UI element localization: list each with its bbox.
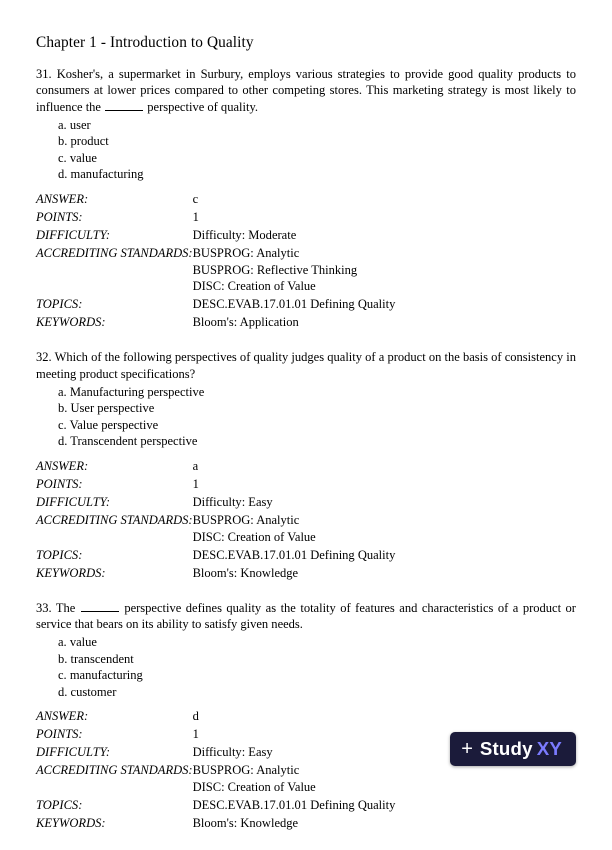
question-stem-text-continued: perspective defines quality as the totality of features and characteristics of a product or service that bears on its ability to satisfy given needs. <box>36 600 576 631</box>
metadata-label: ANSWER: <box>36 191 89 206</box>
metadata-row <box>36 458 576 476</box>
metadata-value-line: BUSPROG: Analytic <box>192 246 300 261</box>
answer-choice: a. value <box>58 635 97 650</box>
page-title: Chapter 1 - Introduction to Quality <box>36 34 254 51</box>
metadata-value <box>193 245 576 296</box>
metadata-value-line: Difficulty: Easy <box>192 494 273 509</box>
metadata-value-line: DISC: Creation of Value <box>192 779 316 794</box>
metadata-row <box>36 191 576 209</box>
metadata-value-line: DESC.EVAB.17.01.01 Defining Quality <box>192 797 396 812</box>
metadata-value <box>193 458 576 476</box>
metadata-value <box>193 708 576 726</box>
answer-choice: b. product <box>58 134 109 149</box>
metadata-value-line: DISC: Creation of Value <box>192 279 316 294</box>
metadata-label: DIFFICULTY: <box>36 228 111 243</box>
metadata-value-line: DESC.EVAB.17.01.01 Defining Quality <box>192 297 396 312</box>
metadata-value <box>193 296 576 314</box>
answer-choices <box>36 117 576 183</box>
metadata-label: KEYWORDS: <box>36 315 106 330</box>
question-stem-text: 33. The <box>36 600 76 615</box>
metadata-row <box>36 314 576 332</box>
metadata-row <box>36 547 576 565</box>
document-content <box>36 34 576 850</box>
metadata-label: TOPICS: <box>36 797 83 812</box>
metadata-value <box>193 565 576 583</box>
metadata-value-line: Bloom's: Knowledge <box>192 816 299 830</box>
metadata-label: ANSWER: <box>36 458 89 473</box>
answer-choice: d. manufacturing <box>58 167 144 182</box>
question-block <box>36 349 576 582</box>
metadata-label: TOPICS: <box>36 297 83 312</box>
question-stem <box>36 349 576 382</box>
watermark-xy-label: XY <box>536 737 562 759</box>
metadata-label: POINTS: <box>36 210 83 224</box>
metadata-value <box>193 547 576 565</box>
metadata-label: ACCREDITING STANDARDS: <box>36 513 193 527</box>
metadata-row <box>36 797 576 815</box>
answer-choice: c. Value perspective <box>58 417 159 432</box>
metadata-value-line: Difficulty: Easy <box>192 745 273 760</box>
metadata-value <box>193 797 576 815</box>
metadata-value <box>193 227 576 245</box>
metadata-label: ACCREDITING STANDARDS: <box>36 246 193 261</box>
answer-choices <box>36 634 576 700</box>
metadata-label: POINTS: <box>36 476 83 491</box>
metadata-label: DIFFICULTY: <box>36 745 111 760</box>
question-stem <box>36 600 576 633</box>
metadata-row <box>36 708 576 726</box>
metadata-row <box>36 296 576 314</box>
metadata-row <box>36 494 576 512</box>
answer-choice: c. manufacturing <box>58 668 143 683</box>
metadata-value-line: Bloom's: Knowledge <box>192 565 299 580</box>
metadata-value <box>193 314 576 332</box>
metadata-row <box>36 245 576 296</box>
metadata-value <box>193 476 576 494</box>
question-block <box>36 66 576 332</box>
answer-choice: c. value <box>58 150 97 165</box>
metadata-value-line: DISC: Creation of Value <box>192 529 316 544</box>
studyxy-watermark <box>450 732 576 766</box>
metadata-row <box>36 227 576 245</box>
question-metadata-table <box>36 708 576 833</box>
metadata-label: POINTS: <box>36 727 83 742</box>
answer-choice: a. Manufacturing perspective <box>58 384 205 399</box>
question-stem-text-continued: perspective of quality. <box>147 99 259 114</box>
metadata-value-line: a <box>192 458 199 473</box>
metadata-value-line: BUSPROG: Analytic <box>192 513 300 527</box>
metadata-label: KEYWORDS: <box>36 565 106 580</box>
metadata-value <box>193 815 576 833</box>
metadata-value-line: 1 <box>192 476 199 491</box>
metadata-value <box>193 209 576 227</box>
question-list <box>36 66 576 833</box>
answer-choice: b. transcendent <box>58 651 134 666</box>
question-metadata-table <box>36 191 576 332</box>
fill-in-blank <box>81 600 119 612</box>
metadata-row <box>36 476 576 494</box>
metadata-row <box>36 512 576 547</box>
metadata-value-line: 1 <box>192 727 199 742</box>
question-block <box>36 600 576 833</box>
answer-choices <box>36 384 576 450</box>
metadata-label: ANSWER: <box>36 709 89 724</box>
metadata-value-line: c <box>192 191 199 206</box>
metadata-row <box>36 815 576 833</box>
metadata-label: TOPICS: <box>36 547 83 562</box>
metadata-label: DIFFICULTY: <box>36 494 111 509</box>
metadata-row <box>36 209 576 227</box>
answer-choice: b. User perspective <box>58 401 155 416</box>
answer-choice: a. user <box>58 117 91 132</box>
metadata-value <box>193 191 576 209</box>
metadata-value-line: BUSPROG: Analytic <box>192 763 300 778</box>
metadata-value <box>193 512 576 547</box>
metadata-value-line: BUSPROG: Reflective Thinking <box>192 262 358 277</box>
question-stem <box>36 66 576 115</box>
answer-choice: d. customer <box>58 684 117 699</box>
metadata-row <box>36 565 576 583</box>
question-stem-text: 31. Kosher's, a supermarket in Surbury, employs various strategies to provide good quality products to consumers at lower prices compared to other competing stores. This marketing strategy is most likely to influence the <box>36 67 576 114</box>
watermark-study-label: Study <box>479 737 533 759</box>
metadata-value-line: 1 <box>192 210 199 224</box>
question-stem-text: 32. Which of the following perspectives of quality judges quality of a product on the basis of consistency in meeting product specifications? <box>36 350 576 381</box>
metadata-value-line: DESC.EVAB.17.01.01 Defining Quality <box>192 547 396 562</box>
answer-choice: d. Transcendent perspective <box>58 434 198 449</box>
question-metadata-table <box>36 458 576 583</box>
metadata-label: ACCREDITING STANDARDS: <box>36 763 193 778</box>
metadata-label: KEYWORDS: <box>36 816 106 830</box>
metadata-value-line: Bloom's: Application <box>192 315 299 330</box>
fill-in-blank <box>105 99 143 111</box>
metadata-value-line: d <box>192 709 199 724</box>
plus-icon: + <box>461 738 473 760</box>
metadata-value-line: Difficulty: Moderate <box>192 228 297 243</box>
metadata-value <box>193 494 576 512</box>
